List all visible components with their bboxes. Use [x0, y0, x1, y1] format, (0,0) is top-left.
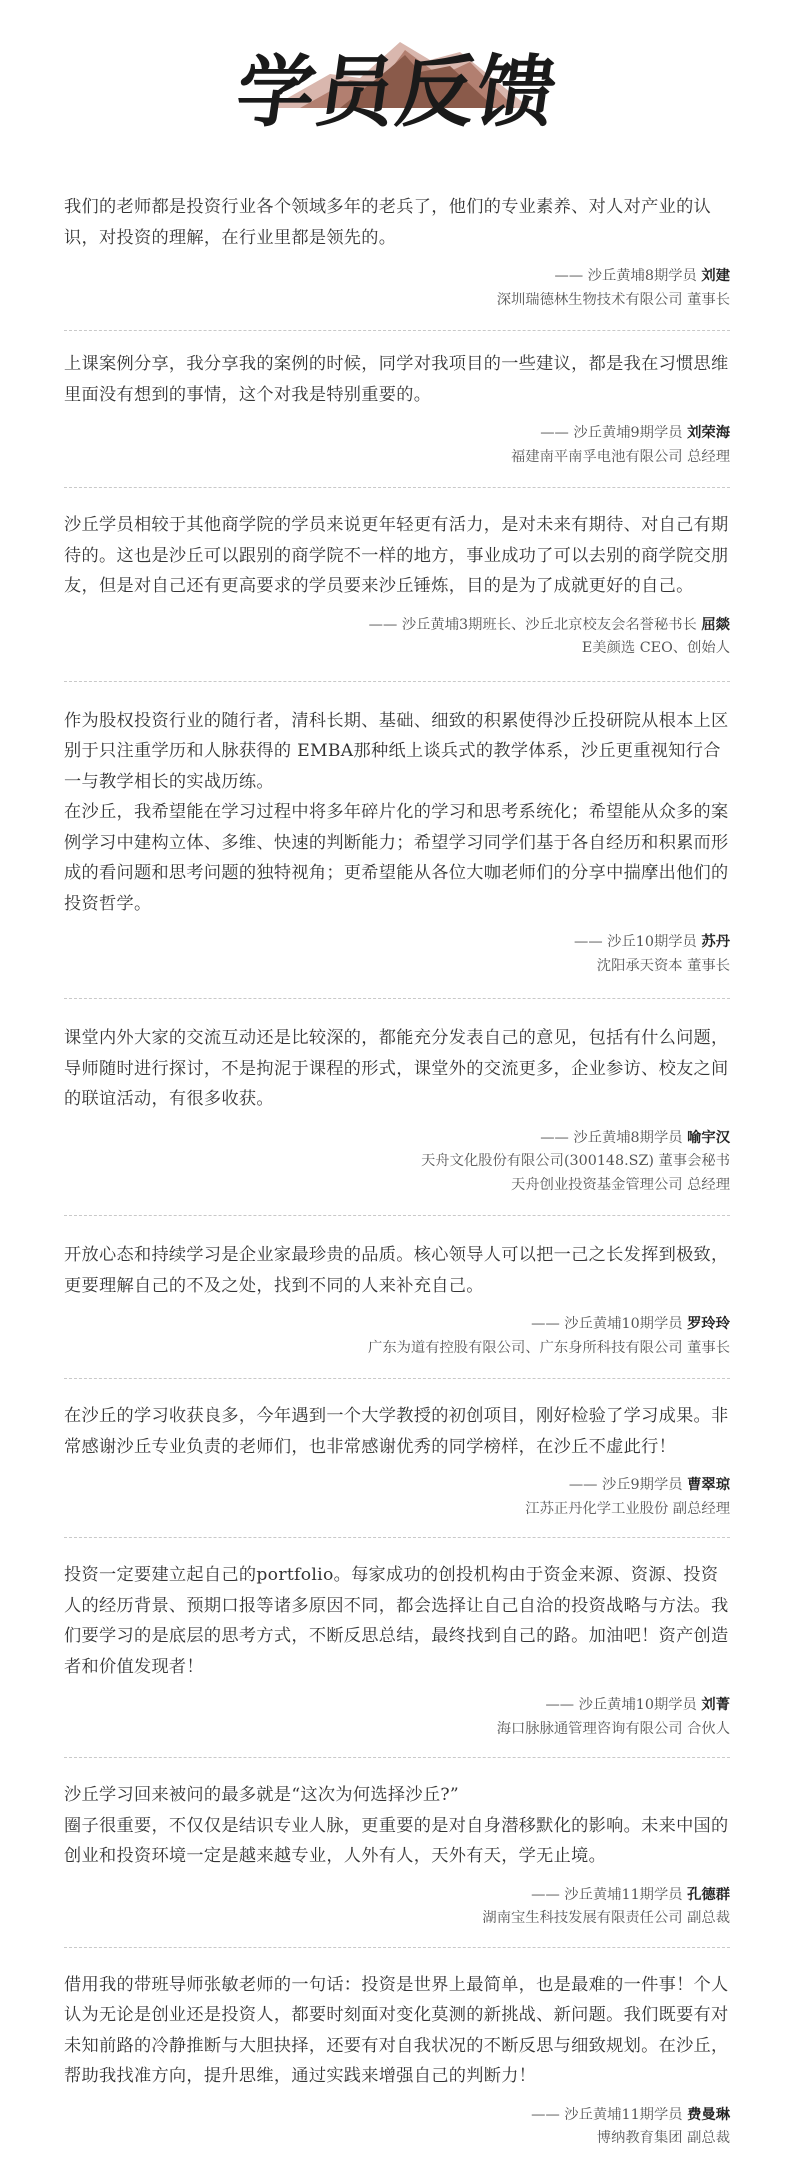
student-name: 刘建: [701, 268, 730, 284]
feedback-item: [64, 1538, 730, 1757]
student-name: 屈燚: [701, 616, 730, 633]
signature-dash: ——: [568, 1477, 598, 1493]
signature-dash: ——: [368, 616, 398, 633]
student-organization: 沈阳承天资本 董事长: [596, 957, 730, 974]
student-name: 费曼琳: [687, 2106, 730, 2123]
signature-block: [64, 1313, 730, 1360]
signature-line: [64, 1884, 730, 1908]
feedback-quote: 圈子很重要，不仅仅是结识专业人脉，更重要的是对自身潜移默化的影响。未来中国的创业和投资环境一定是越来越专业，人外有人，天外有天，学无止境。: [64, 1815, 729, 1866]
signature-line: [64, 1694, 730, 1718]
signature-dash: ——: [545, 1697, 575, 1713]
feedback-quote: 开放心态和持续学习是企业家最珍贵的品质。核心领导人可以把一己之长发挥到极致，更要理解自己的不及之处，找到不同的人来补充自己。: [64, 1245, 729, 1296]
feedback-quote: 投资一定要建立起自己的portfolio。每家成功的创投机构由于资金来源、资源、投资人的经历背景、预期口报等诸多原因不同，都会选择让自己自洽的投资战略与方法。我们要学习的是底层的思考方式，不断反思总结，最终找到自己的路。加油吧！资产创造者和价值发现者！: [64, 1565, 729, 1677]
signature-line: [64, 1313, 730, 1337]
feedback-item: [64, 1758, 730, 1947]
signature-dash: ——: [531, 2106, 560, 2123]
feedback-item: [64, 331, 730, 487]
feedback-quote: 沙丘学习回来被问的最多就是“这次为何选择沙丘?”: [64, 1785, 459, 1805]
student-class: 沙丘黄埔8期学员: [587, 268, 697, 284]
student-organization: 天舟创业投资基金管理公司 总经理: [511, 1176, 730, 1193]
signature-line: [64, 1127, 730, 1151]
student-class: 沙丘黄埔3期班长、沙丘北京校友会名誉秘书长: [401, 616, 697, 633]
signature-line: [64, 422, 730, 446]
signature-block: [64, 265, 730, 312]
feedback-item: [64, 178, 730, 330]
feedback-item: [64, 1379, 730, 1537]
signature-block: [64, 1694, 730, 1741]
student-class: 沙丘9期学员: [601, 1477, 683, 1493]
feedback-item: [64, 999, 730, 1215]
student-class: 沙丘10期学员: [607, 934, 697, 950]
signature-line: [64, 614, 730, 638]
feedback-quote: 上课案例分享，我分享我的案例的时候，同学对我项目的一些建议，都是我在习惯思维里面没有想到的事情，这个对我是特别重要的。: [64, 354, 729, 405]
feedback-list: [0, 178, 794, 2165]
student-class: 沙丘黄埔9期学员: [573, 425, 683, 441]
student-name: 刘荣海: [687, 425, 730, 441]
feedback-item: [64, 1216, 730, 1378]
student-name: 刘菁: [701, 1697, 730, 1713]
header: [0, 0, 794, 178]
student-name: 孔德群: [687, 1886, 730, 1903]
student-organization: 福建南平南孚电池有限公司 总经理: [511, 448, 730, 465]
signature-dash: ——: [540, 1129, 569, 1146]
student-name: 苏丹: [701, 934, 730, 950]
signature-dash: ——: [540, 425, 569, 441]
signature-dash: ——: [554, 268, 584, 284]
signature-dash: ——: [574, 934, 603, 950]
signature-line: [64, 931, 730, 955]
student-class: 沙丘黄埔8期学员: [573, 1129, 683, 1146]
feedback-quote: 在沙丘的学习收获良多，今年遇到一个大学教授的初创项目，刚好检验了学习成果。非常感谢沙丘专业负责的老师们，也非常感谢优秀的同学榜样，在沙丘不虚此行！: [64, 1406, 729, 1457]
feedback-item: [64, 488, 730, 681]
student-class: 沙丘黄埔11期学员: [564, 2106, 683, 2123]
signature-line: [64, 2104, 730, 2128]
student-organization: 海口脉脉通管理咨询有限公司 合伙人: [496, 1720, 730, 1737]
student-organization: 广东为道有控股有限公司、广东身所科技有限公司 董事长: [368, 1339, 730, 1356]
signature-block: [64, 614, 730, 661]
student-organization: E美颜选 CEO、创始人: [581, 640, 730, 656]
student-organization: 江苏正丹化学工业股份 副总经理: [525, 1500, 730, 1517]
student-name: 喻宇汉: [687, 1129, 730, 1146]
signature-dash: ——: [531, 1316, 560, 1332]
signature-line: [64, 1474, 730, 1498]
feedback-quote: 课堂内外大家的交流互动还是比较深的，都能充分发表自己的意见，包括有什么问题，导师随时进行探讨，不是拘泥于课程的形式，课堂外的交流更多，企业参访、校友之间的联谊活动，有很多收获。: [64, 1028, 729, 1109]
feedback-quote: 在沙丘，我希望能在学习过程中将多年碎片化的学习和思考系统化；希望能从众多的案例学习中建构立体、多维、快速的判断能力；希望学习同学们基于各自经历和积累而形成的看问题和思考问题的独特视角；更希望能从各位大咖老师们的分享中揣摩出他们的投资哲学。: [64, 802, 729, 914]
student-name: 曹翠琼: [687, 1477, 730, 1493]
feedback-quote: 借用我的带班导师张敏老师的一句话：投资是世界上最简单，也是最难的一件事！个人认为无论是创业还是投资人，都要时刻面对变化莫测的新挑战、新问题。我们既要有对未知前路的冷静推断与大胆抉择，还要有对自我状况的不断反思与细致规划。在沙丘，帮助我找准方向，提升思维，通过实践来增强自己的判断力！: [64, 1974, 729, 2086]
signature-block: [64, 1884, 730, 1931]
feedback-item: [64, 1948, 730, 2165]
student-organization: 博纳教育集团 副总裁: [596, 2130, 730, 2146]
signature-dash: ——: [531, 1886, 560, 1903]
signature-block: [64, 1474, 730, 1521]
student-organization: 湖南宝生科技发展有限责任公司 副总裁: [482, 1910, 730, 1926]
signature-block: [64, 1127, 730, 1198]
student-class: 沙丘黄埔10期学员: [564, 1316, 683, 1332]
student-organization: 天舟文化股份有限公司(300148.SZ) 董事会秘书: [420, 1153, 730, 1169]
feedback-quote: 作为股权投资行业的随行者，清科长期、基础、细致的积累使得沙丘投研院从根本上区别于只注重学历和人脉获得的 EMBA那种纸上谈兵式的教学体系，沙丘更重视知行合一与教学相长的实战历练。: [64, 710, 729, 792]
signature-line: [64, 265, 730, 289]
feedback-item: [64, 682, 730, 999]
student-class: 沙丘黄埔11期学员: [564, 1886, 683, 1903]
signature-block: [64, 931, 730, 978]
student-organization: 深圳瑞德林生物技术有限公司 董事长: [496, 291, 730, 308]
page-title: 学员反馈: [230, 47, 564, 138]
signature-block: [64, 422, 730, 469]
student-name: 罗玲玲: [687, 1316, 730, 1332]
feedback-quote: 我们的老师都是投资行业各个领域多年的老兵了，他们的专业素养、对人对产业的认识，对投资的理解，在行业里都是领先的。: [64, 197, 712, 248]
feedback-quote: 沙丘学员相较于其他商学院的学员来说更年轻更有活力，是对未来有期待、对自己有期待的。这也是沙丘可以跟别的商学院不一样的地方，事业成功了可以去别的商学院交朋友，但是对自己还有更高要求的学员要来沙丘锤炼，目的是为了成就更好的自己。: [64, 515, 729, 596]
signature-block: [64, 2104, 730, 2151]
student-class: 沙丘黄埔10期学员: [578, 1697, 697, 1713]
